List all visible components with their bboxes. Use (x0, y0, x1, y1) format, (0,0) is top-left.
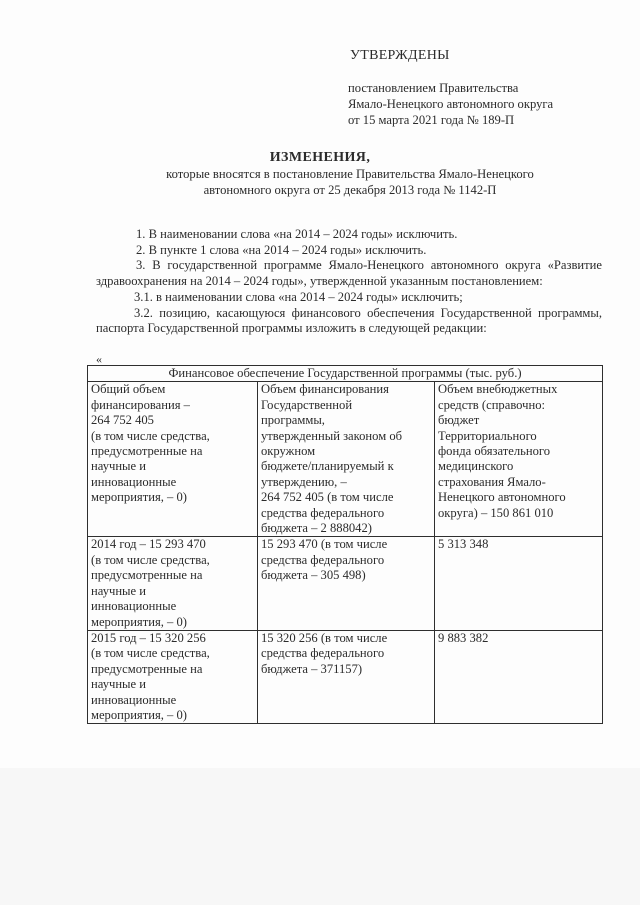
table-row (88, 537, 603, 630)
open-quote: « (96, 352, 102, 366)
table-cell: Объем финансирования Государственной программы, утвержденный законом об окружном бюджете/планируемый к утверждению, – 264 752 405 (в том числе средства федерального бюджета – 2 888042) (258, 382, 435, 537)
scan-background (0, 768, 640, 905)
paragraph-3-1: 3.1. в наименовании слова «на 2014 – 2024 годы» исключить; (134, 289, 463, 304)
paragraph-3-2: 3.2. позицию, касающуюся финансового обеспечения Государственной программы, паспорта Государственной программы изложить в следующей редакции: (96, 305, 602, 336)
table-cell: 15 320 256 (в том числе средства федерального бюджета – 371157) (258, 630, 435, 723)
approval-line: постановлением Правительства (348, 81, 519, 95)
document-body (96, 227, 602, 337)
table-row (88, 382, 603, 537)
document-title: ИЗМЕНЕНИЯ, (269, 150, 371, 165)
table-cell: 2014 год – 15 293 470 (в том числе средства, предусмотренные на научные и инновационные мероприятия, – 0) (88, 537, 258, 630)
document-subtitle (120, 166, 580, 198)
approval-block (348, 80, 553, 128)
paragraph-2: 2. В пункте 1 слова «на 2014 – 2024 годы» исключить. (136, 242, 427, 257)
table-caption-row (88, 366, 603, 382)
approval-heading: УТВЕРЖДЕНЫ (350, 48, 450, 63)
subtitle-line: автономного округа от 25 декабря 2013 года № 1142-П (203, 183, 497, 197)
table-caption: Финансовое обеспечение Государственной программы (тыс. руб.) (88, 366, 603, 382)
table-cell: 9 883 382 (435, 630, 603, 723)
table-cell: 5 313 348 (435, 537, 603, 630)
table-row (88, 630, 603, 723)
table-cell: 15 293 470 (в том числе средства федерального бюджета – 305 498) (258, 537, 435, 630)
approval-line: Ямало-Ненецкого автономного округа (348, 97, 554, 111)
table-cell: Объем внебюджетных средств (справочно: бюджет Территориального фонда обязательного медицинского страхования Ямало- Ненецкого автономного округа) – 150 861 010 (435, 382, 603, 537)
table-cell: 2015 год – 15 320 256 (в том числе средства, предусмотренные на научные и инновационные мероприятия, – 0) (88, 630, 258, 723)
approval-line: от 15 марта 2021 года № 189-П (348, 113, 515, 127)
paragraph-1: 1. В наименовании слова «на 2014 – 2024 годы» исключить. (136, 227, 458, 241)
paragraph-3: 3. В государственной программе Ямало-Ненецкого автономного округа «Развитие здравоохранения на 2014 – 2024 годы», утвержденной указанным постановлением: (96, 258, 602, 289)
table-cell: Общий объем финансирования – 264 752 405 (в том числе средства, предусмотренные на научные и инновационные мероприятия, – 0) (88, 382, 258, 537)
subtitle-line: которые вносятся в постановление Правительства Ямало-Ненецкого (166, 167, 534, 181)
financing-table (87, 365, 603, 724)
